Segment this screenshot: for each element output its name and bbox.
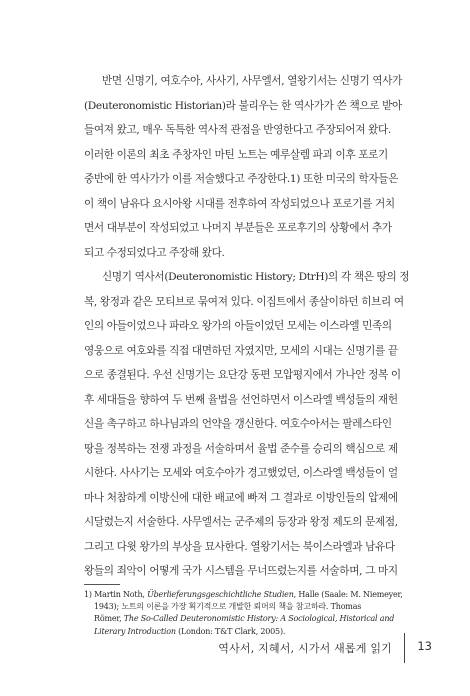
footnote-line <box>84 613 414 625</box>
body-line: (Deuteronomistic Historian)라 불리우는 한 역사가가 쓴 책으로 받아 <box>84 99 402 112</box>
footnote-marker: 1) <box>84 590 92 599</box>
footnote <box>84 589 414 638</box>
body-text <box>84 69 414 584</box>
footnote-book-title: The So-Called Deuteronomistic History: A Sociological, Historical and <box>123 614 395 624</box>
body-line: 신을 촉구하고 하나님과의 언약을 갱신한다. 여호수아서는 팔레스타인 <box>84 418 392 430</box>
footnote-text: Martin Noth, <box>94 590 148 599</box>
body-line: 마나 처참하게 이방신에 대한 배교에 빠져 그 결과로 이방인들의 압제에 <box>84 491 398 504</box>
footnote-line: 1943); 노트의 이론을 가장 획기적으로 개발한 뢰머의 책을 참고하라. Thomas <box>94 602 362 612</box>
footer-divider <box>404 633 405 663</box>
footnote-line <box>84 589 414 601</box>
body-line: 시한다. 사사기는 모세와 여호수아가 경고했었던, 이스라엘 백성들이 얼 <box>84 467 398 479</box>
running-title: 역사서, 지혜서, 시가서 새롭게 읽기 <box>218 642 392 655</box>
body-line: 반면 신명기, 여호수아, 사사기, 사무엘서, 열왕기서는 신명기 역사가 <box>102 75 403 87</box>
footnote-text: Römer, <box>94 614 124 624</box>
footnote-book-title: Literary Introduction <box>94 626 176 636</box>
footnote-text: , Halle (Saale: M. Niemeyer, <box>293 590 403 599</box>
body-line: 그리고 다윗 왕가의 부상을 묘사한다. 열왕기서는 북이스라엘과 남유다 <box>84 540 395 553</box>
body-line: 영웅으로 여호와를 직접 대면하던 자였지만, 모세의 시대는 신명기를 끝 <box>84 344 398 357</box>
body-line: 으로 종결된다. 우선 신명기는 요단강 동편 모압평지에서 가나안 정복 이 <box>84 369 401 381</box>
body-line: 인의 아들이었으나 파라오 왕가의 아들이었던 모세는 이스라엘 민족의 <box>84 320 392 332</box>
footnote-divider <box>84 584 120 585</box>
page-footer <box>200 633 432 663</box>
footnote-text: (London: T&T Clark, 2005). <box>175 626 286 636</box>
body-line: 땅을 정복하는 전쟁 과정을 서술하며서 율법 준수를 승리의 핵심으로 제 <box>84 442 398 455</box>
body-line: 이 책이 남유다 요시아왕 시대를 전후하여 작성되었으나 포로기를 거치 <box>84 197 395 210</box>
body-line: 후 세대들을 향하여 두 번째 율법을 선언하면서 이스라엘 백성들의 재헌 <box>84 393 398 406</box>
body-line: 들여져 왔고, 매우 독특한 역사적 관점을 반영한다고 주장되어져 왔다. <box>84 124 391 136</box>
body-line: 면서 대부분이 작성되었고 나머지 부분들은 포로후기의 상황에서 추가 <box>84 222 392 234</box>
body-line: 중반에 한 역사가가 이를 저술했다고 주장한다.1) 또한 미국의 학자들은 <box>84 173 399 185</box>
body-line: 복, 왕정과 같은 모티브로 묶여져 있다. 이집트에서 종살이하던 히브리 여 <box>84 295 404 308</box>
body-line: 왕들의 죄악이 어떻게 국가 시스템을 무너뜨렸는지를 서술하며, 그 마지 <box>84 565 398 577</box>
footnote-book-title: Überlieferungsgeschichtliche Studien <box>147 590 294 599</box>
body-line: 되고 수정되었다고 주장해 왔다. <box>84 246 225 259</box>
body-line: 이러한 이론의 최초 주창자인 마틴 노트는 예루살렘 파괴 이후 포로기 <box>84 148 388 161</box>
body-line: 시달렸는지 서술한다. 사무엘서는 군주제의 등장과 왕정 제도의 문제점, <box>84 516 398 528</box>
page-number: 13 <box>417 639 432 653</box>
body-line: 신명기 역사서(Deuteronomistic History; DtrH)의 각 책은 땅의 정 <box>102 271 410 283</box>
